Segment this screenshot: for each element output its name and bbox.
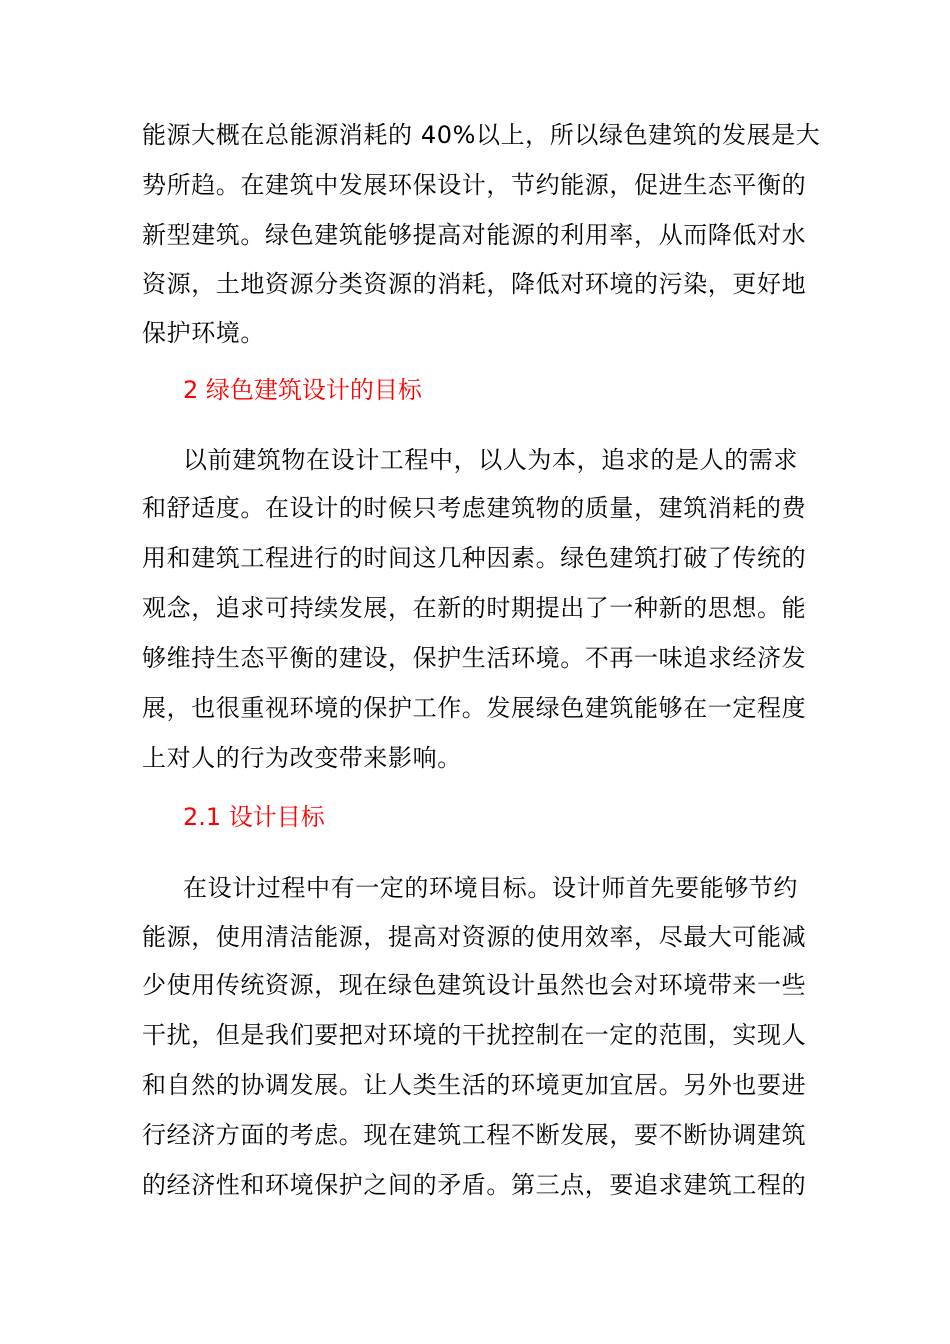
paragraph-1-line-3: 新型建筑。绿色建筑能够提高对能源的利用率，从而降低对水 bbox=[142, 221, 807, 249]
section-heading-2: 2 绿色建筑设计的目标 bbox=[183, 376, 422, 404]
section-heading-2-1: 2.1 设计目标 bbox=[183, 803, 325, 831]
paragraph-3-line-1: 在设计过程中有一定的环境目标。设计师首先要能够节约 bbox=[183, 874, 798, 902]
paragraph-3-line-2: 能源，使用清洁能源，提高对资源的使用效率，尽最大可能减 bbox=[142, 923, 807, 951]
paragraph-1-line-5: 保护环境。 bbox=[142, 319, 265, 347]
paragraph-2-line-5: 够维持生态平衡的建设，保护生活环境。不再一味追求经济发 bbox=[142, 644, 807, 672]
paragraph-3-line-4: 干扰，但是我们要把对环境的干扰控制在一定的范围，实现人 bbox=[142, 1021, 807, 1049]
paragraph-1-line-1: 能源大概在总能源消耗的 40%以上，所以绿色建筑的发展是大 bbox=[142, 121, 821, 149]
paragraph-1-line-4: 资源，土地资源分类资源的消耗，降低对环境的污染，更好地 bbox=[142, 270, 807, 298]
paragraph-1-line-2: 势所趋。在建筑中发展环保设计，节约能源，促进生态平衡的 bbox=[142, 171, 807, 199]
paragraph-2-line-4: 观念，追求可持续发展，在新的时期提出了一种新的思想。能 bbox=[142, 594, 807, 622]
paragraph-2-line-7: 上对人的行为改变带来影响。 bbox=[142, 744, 462, 772]
paragraph-3-line-6: 行经济方面的考虑。现在建筑工程不断发展，要不断协调建筑 bbox=[142, 1121, 807, 1149]
paragraph-2-line-2: 和舒适度。在设计的时候只考虑建筑物的质量，建筑消耗的费 bbox=[142, 494, 807, 522]
paragraph-3-line-5: 和自然的协调发展。让人类生活的环境更加宜居。另外也要进 bbox=[142, 1071, 807, 1099]
paragraph-2-line-1: 以前建筑物在设计工程中，以人为本，追求的是人的需求 bbox=[183, 446, 798, 474]
paragraph-3-line-7: 的经济性和环境保护之间的矛盾。第三点，要追求建筑工程的 bbox=[142, 1171, 807, 1199]
paragraph-2-line-3: 用和建筑工程进行的时间这几种因素。绿色建筑打破了传统的 bbox=[142, 544, 807, 572]
paragraph-2-line-6: 展，也很重视环境的保护工作。发展绿色建筑能够在一定程度 bbox=[142, 694, 807, 722]
paragraph-3-line-3: 少使用传统资源，现在绿色建筑设计虽然也会对环境带来一些 bbox=[142, 971, 807, 999]
